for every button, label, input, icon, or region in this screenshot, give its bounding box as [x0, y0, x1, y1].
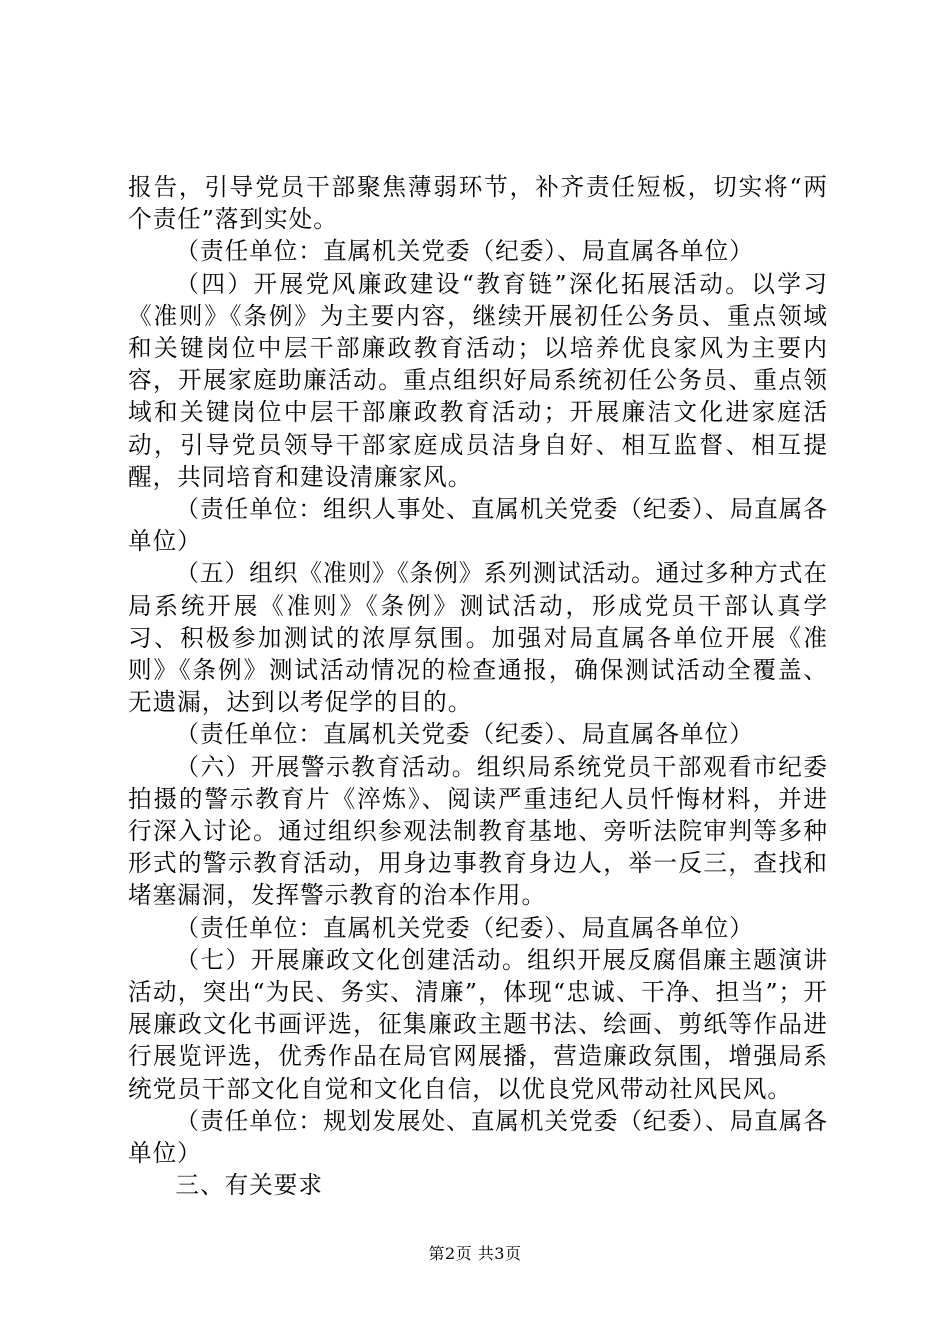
paragraph-item-7: （七）开展廉政文化创建活动。组织开展反腐倡廉主题演讲活动，突出“为民、务实、清廉”，体现“忠诚、干净、担当”；开展廉政文化书画评选，征集廉政主题书法、绘画、剪纸等作品进行展览评选，优秀作品在局官网展播，营造廉政氛围，增强局系统党员干部文化自觉和文化自信，以优良党风带动社风民风。	[128, 945, 828, 1103]
document-body	[128, 171, 828, 1202]
page-number-footer: 第2页 共3页	[428, 1244, 522, 1263]
paragraph-item-6: （六）开展警示教育活动。组织局系统党员干部观看市纪委拍摄的警示教育片《淬炼》、阅读严重违纪人员忏悔材料，并进行深入讨论。通过组织参观法制教育基地、旁听法院审判等多种形式的警示教育活动，用身边事教育身边人，举一反三，查找和堵塞漏洞，发挥警示教育的治本作用。	[128, 752, 828, 910]
paragraph-item-5: （五）组织《准则》《条例》系列测试活动。通过多种方式在局系统开展《准则》《条例》测试活动，形成党员干部认真学习、积极参加测试的浓厚氛围。加强对局直属各单位开展《准则》《条例》测试活动情况的检查通报，确保测试活动全覆盖、无遗漏，达到以考促学的目的。	[128, 559, 828, 717]
paragraph-item-4: （四）开展党风廉政建设“教育链”深化拓展活动。以学习《准则》《条例》为主要内容，继续开展初任公务员、重点领域和关键岗位中层干部廉政教育活动；以培养优良家风为主要内容，开展家庭助廉活动。重点组织好局系统初任公务员、重点领域和关键岗位中层干部廉政教育活动；开展廉洁文化进家庭活动，引导党员领导干部家庭成员洁身自好、相互监督、相互提醒，共同培育和建设清廉家风。	[128, 269, 828, 491]
responsibility-note: （责任单位：直属机关党委（纪委）、局直属各单位）	[175, 720, 754, 749]
paragraph-continuation: 报告，引导党员干部聚焦薄弱环节，补齐责任短板，切实将“两个责任”落到实处。	[128, 173, 828, 234]
responsibility-note: （责任单位：规划发展处、直属机关党委（纪委）、局直属各单位）	[128, 1106, 828, 1168]
responsibility-note: （责任单位：直属机关党委（纪委）、局直属各单位）	[175, 237, 754, 266]
responsibility-note: （责任单位：直属机关党委（纪委）、局直属各单位）	[175, 913, 754, 942]
responsibility-note: （责任单位：组织人事处、直属机关党委（纪委）、局直属各单位）	[128, 495, 828, 556]
section-heading: 三、有关要求	[175, 1171, 323, 1200]
